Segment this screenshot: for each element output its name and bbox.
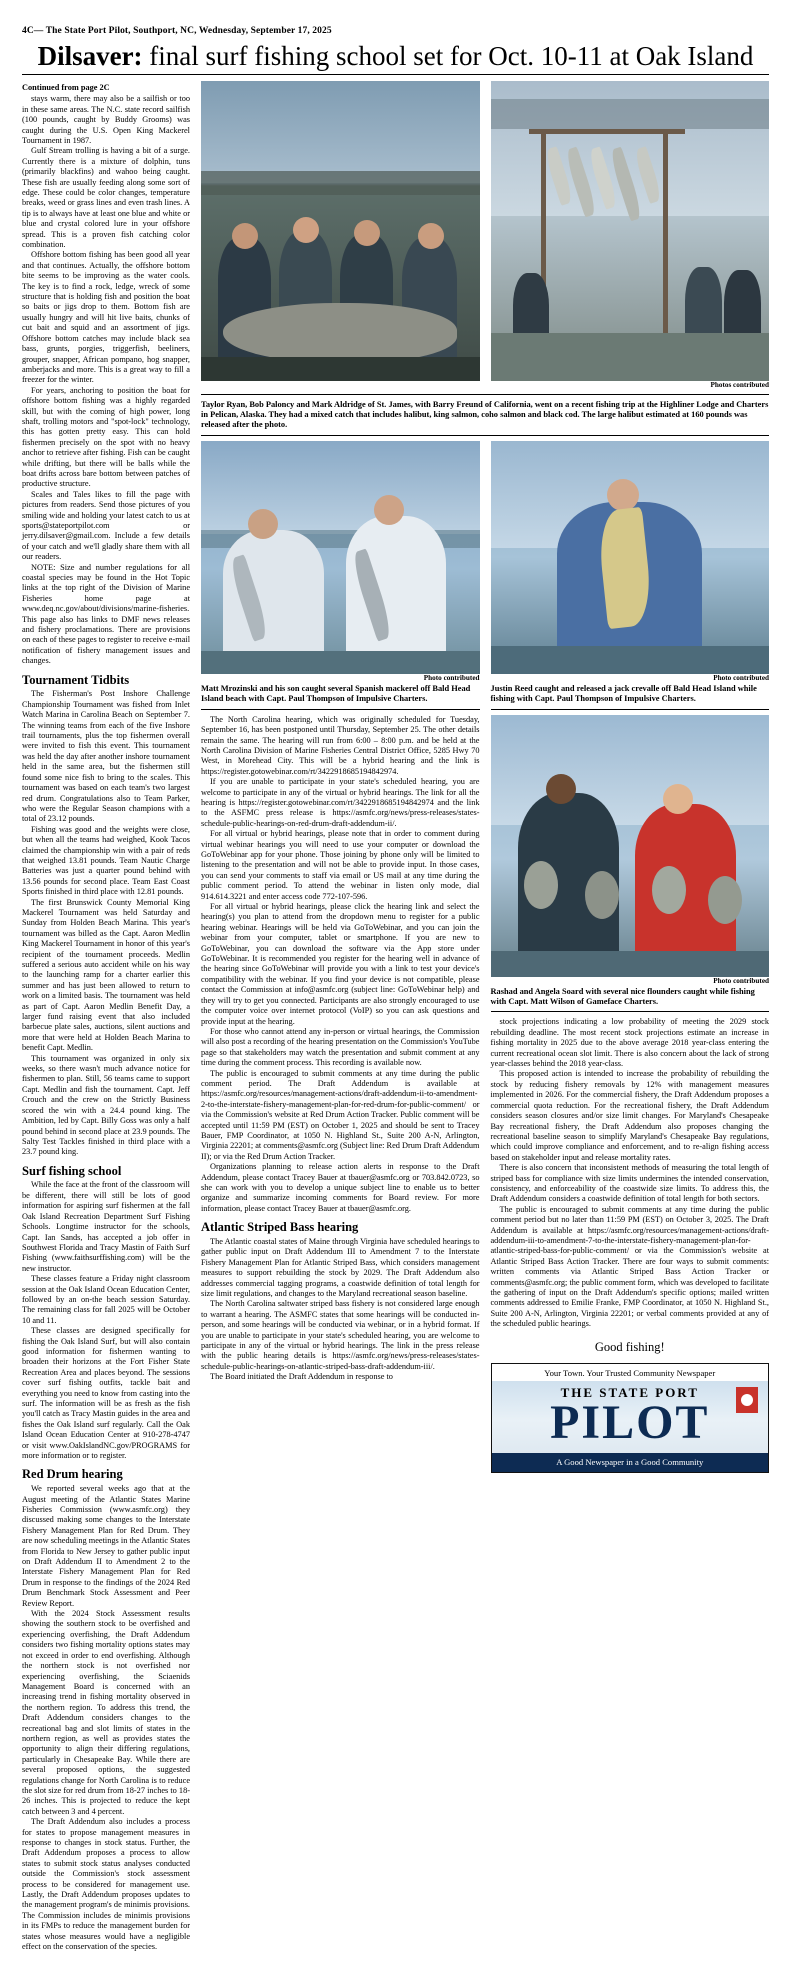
paragraph: Organizations planning to release action alerts in response to the Draft Addendum, please contact Tracey Bauer at tbauer@asmfc.org or 703.842.0723, so she can work with you to develop a unique subject line to enable us to better organize and summarize incoming comments for Board review. For more information, please contact Tracey Bauer at tbauer@asmfc.org. [201, 1162, 480, 1213]
photo-jack-crevalle [491, 441, 770, 674]
paragraph: The first Brunswick County Memorial King Mackerel Tournament was held Saturday and Sunday from Holden Beach Marina. This year's tournament was billed as the Capt. Aaron Medlin King Mackerel Tournament in honor of this year's recipient of the tournament proceeds. Medlin suffered a serious auto accident while on his way to the launching ramp for a charter earlier this summer and has just been allowed to return to work on a limited basis. The tournament was held as part of Capt. Aaron Medlin Benefit Day, a larger fund raising event that also included barbecue plate sales, auctions, silent auctions and more that were held at Holden Beach Marina to benefit Capt. Medlin. [22, 897, 190, 1053]
paragraph: Scales and Tales likes to fill the page with pictures from readers. Send those pictures of you smiling wide and holding your latest catch to us at sports@stateportpilot.com or jerry.dilsaver@gmail.com. Include a few details of your catch and we'll gladly share them with all our readers. [22, 489, 190, 562]
photo-caption: Taylor Ryan, Bob Paloncy and Mark Aldridge of St. James, with Barry Freund of California, went on a recent fishing trip at the Highliner Lodge and Charters in Pelican, Alaska. They had a mixed catch that includes halibut, king salmon, coho salmon and black cod. The large halibut estimated at 160 pounds was released after the photo. [201, 400, 769, 430]
paragraph: While the face at the front of the classroom will be different, there will still be lots of good information for aspiring surf fishermen at the fall Oak Island Recreation Department Surf Fishing Schools. Longtime instructor for the schools, Capt. Ian Sands, has accepted a job offer in Southwest Florida and Tracy Mastin of Faith Surf Fishing (www.faithsurffishing.com) will be the new instructor. [22, 1180, 190, 1273]
paragraph: These classes are designed specifically for fishing the Oak Island Surf, but will also contain good information for fishermen wanting to broaden their horizons at the Fort Fisher State Recreation Area and places beyond. The sessions cover surf fishing outfits, tackle bait and everything you need to know from casting into the surf. The information will be as fresh as the fish you'll catch as Tracy Mastin guides in the area and fishes the Oak Island surf regularly. Call the Oak Island Ocean Education Center at 910-278-4747 or visit www.OakIslandNC.gov/PROGRAMS for more information or to register. [22, 1326, 190, 1461]
nautical-flag-icon [736, 1387, 758, 1413]
photo-credit: Photo contributed [713, 673, 769, 682]
newspaper-promo-ad[interactable] [491, 1363, 770, 1473]
paragraph: This proposed action is intended to increase the probability of rebuilding the stock by reducing fishery removals by 12% with management measures implemented in 2026. For the commercial fishery, the Draft Addendum proposes a commercial quota reduction. For the recreational fishery, the Draft Addendum considers season closures and/or size limit changes. For Maryland's Chesapeake Bay recreational fishery, the Draft Addendum also proposes changing the recreational baseline season to simplify Maryland's Chesapeake Bay regulations, which could improve compliance and enforcement, and to re-align fishing access based on stakeholder input and release mortality rates. [490, 1069, 769, 1162]
paragraph: Gulf Stream trolling is having a bit of a surge. Currently there is a mixture of dolphin, tuns (primarily blackfins) and wahoo being caught. These fish are usually feeding along some sort of edge. These could be color changes, temperature breaks, weed or grass lines and even trash lines. A tip is to always have at least one blue and white or blue and crystal colored lure in your offshore spread. This is a proven fish catching color combination. [22, 146, 190, 250]
photo-credit: Photo contributed [423, 673, 480, 682]
columns-right [201, 81, 769, 1472]
continued-from-label: Continued from page 2C [22, 83, 110, 93]
caption-rule [201, 394, 769, 395]
promo-tagline-bottom: A Good Newspaper in a Good Community [492, 1453, 769, 1472]
paragraph: stays warm, there may also be a sailfish or too in these same areas. The N.C. state record sailfish (100 pounds, caught by Buddy Grooms) was caught during the U.S. Open King Mackerel Tournament in 1987. [22, 94, 190, 145]
paragraph: The Fisherman's Post Inshore Challenge Championship Tournament was fished from Inlet Watch Marina in Carolina Beach on September 7. The winning teams from each of the five Inshore trail tournaments, plus the top fishermen overall were invited to fish this event. This tournament was held the day after another inshore tournament held in the same area, but the fishermen still found some nice fish to bring to the scales. This tournament was based on each team's two largest red drum. Congratulations also to Team Parker, who were the Regular Season champions with a total of 23.12 pounds. [22, 689, 190, 824]
paragraph: These classes feature a Friday night classroom session at the Oak Island Ocean Education Center, followed by an on-the beach session Saturday. The remaining class for fall 2025 will be October 10 and 11. [22, 1274, 190, 1325]
paragraph: The Draft Addendum also includes a process for states to propose management measures in response to changes in stock status. Further, the Draft Addendum proposes a process to allow states to submit stock status analyses conducted outside the Commission's stock assessment process to be considered for management use. Lastly, the Draft Addendum proposes updates to the management program's de minimis provisions. The Commission includes de minimis provisions in its FMPs to reduce the management burden for states whose measures would have a negligible effect on the conservation of the species. [22, 1817, 190, 1952]
section-heading-tournament-tidbits: Tournament Tidbits [22, 672, 130, 687]
photo-credit: Photos contributed [710, 381, 769, 390]
paragraph: For all virtual or hybrid hearings, please note that in order to comment during virtual webinar hearings you will need to use your computer or download the GoToWebinar app for your phone. Those joining by phone only will be limited to listening to the presentation and will not be able to provide input. In those cases, you can send your comments to staff via email or US mail at any time during the public comment period. To attend the webinar in listen only mode, dial 914.614.3221 and enter access code 772-107-596. [201, 829, 480, 901]
photo-caption: Matt Mrozinski and his son caught several Spanish mackerel off Bald Head Island beach with Capt. Paul Thompson of Impulsive Charters. [201, 683, 471, 703]
photo-caption: Justin Reed caught and released a jack crevalle off Bald Head Island while fishing with Capt. Paul Thompson of Impulsive Charters. [490, 683, 757, 703]
photo-alaska-dock-hang [491, 81, 770, 381]
headline-rest: final surf fishing school set for Oct. 10-11 at Oak Island [142, 41, 754, 71]
caption-rule [201, 709, 480, 710]
headline-lead: Dilsaver: [37, 41, 143, 71]
paragraph: If you are unable to participate in your state's scheduled hearing, you are welcome to participate in any of the virtual or hybrid hearings. The link for all the hearing is https://register.gotowebinar.com/rt/3422918685194842974 and the link to the ASFMC press release is https://asmfc.org/news/press-releases/states-schedule-public-hearings-on-red-drum-draft-addendum-ii/. [201, 777, 480, 828]
paragraph: The Board initiated the Draft Addendum in response to [210, 1372, 393, 1382]
section-heading-atlantic-striped-bass: Atlantic Striped Bass hearing [201, 1220, 359, 1235]
paragraph: The public is encouraged to submit comments at any time during the public comment period. The Draft Addendum is available at https://asmfc.org/resources/management-actions/draft-addendum-ii-to-amendment-2-to-the-interstate-fishery-management-plan-for-red-drum-for-public-comment/ or via the Commission's website at Red Drum Action Tracker. Public comment will be accepted until 11:59 PM (EST) on October 1, 2025 and should be sent to Tracey Bauer, FMP Coordinator, at 1050 N. Highland St., Suite 200 A-N, Arlington, Virginia 22201; at comments@asmfc.org (Subject line: Red Drum Draft Addendum II); or via the Red Drum Action Tracker. [201, 1068, 480, 1161]
paragraph: The North Carolina saltwater striped bass fishery is not considered large enough to warrant a hearing. The ASMFC states that some hearings will be conducted in-person, and some hearings will be conducted via webinar, or in a hybrid format. If you are unable to participate in your state's scheduled hearing, you are welcome to participate in any of the virtual or hybrid hearings. The link in the press release with the public hearing details is https://asmfc.org/news/press-releases/states-schedule-public-hearings-on-atlantic-striped-bass-draft-addendum-iii/. [201, 1299, 480, 1371]
promo-pilot-wordmark: PILOT [550, 1395, 710, 1449]
good-fishing-signoff: Good fishing! [594, 1339, 665, 1354]
paragraph: With the 2024 Stock Assessment results showing the southern stock to be overfished and experiencing overfishing, the Draft Addendum considers two fishing mortality options states may not exceed in order to end overfishing. Although the northern stock is not overfished nor experiencing overfishing, the Sciaenids Management Board is concerned with an increasing trend in fishing mortality observed in the northern region. To address this trend, the Draft Addendum considers changes to the recreational bag and slot limits of states in the northern region, as well as provides states the opportunity to align their differing regulations, particularly in Chesapeake Bay. While there are several proposed options, the suggested regulations change for North Carolina is to reduce the slot size for red drum from 18-27 inches to 18-26 inches. This is projected to reduce the kept catch between 3 and 4 percent. [22, 1609, 190, 1816]
photo-flounder-catch [491, 715, 770, 977]
section-heading-red-drum-hearing: Red Drum hearing [22, 1467, 123, 1482]
promo-the-state-port: THE STATE PORT [560, 1384, 699, 1400]
article-columns [22, 81, 769, 1952]
paragraph: For years, anchoring to position the boat for offshore bottom fishing was a highly regarded skill, but with the coming of high power, long shaft, trolling motors and "spot-lock" technology, this has gotten pretty easy. This can hold fishermen precisely on the spot with no heavy anchor to retrieve after fishing. Fish can be caught while drifting, but there will be balls while the boat drifts across bare bottom between patches of productive structure. [22, 385, 190, 489]
photo-credit: Photo contributed [713, 976, 769, 985]
paragraph: There is also concern that inconsistent methods of measuring the total length of striped bass for compliance with size limits undermines the intended conservation, consistency, and enforceability of the coastwide size limits. To address this, the Draft Addendum considers a coastwide definition of total length for both sectors. [490, 1163, 769, 1204]
page-title [22, 42, 769, 70]
paragraph: Fishing was good and the weights were close, but when all the teams had weighed, Kook Tacos claimed the championship win with a pair of reds that weighed 13.81 pounds. Team Nautic Charge Batteries was just a quarter pound behind with 13.56 pounds for second place. Team East Coast Sports finished in third place with 12.81 pounds. [22, 824, 190, 897]
caption-rule [491, 1011, 770, 1012]
photo-spanish-mackerel [201, 441, 480, 674]
paragraph: We reported several weeks ago that at the August meeting of the Atlantic States Marine Fisheries Commission (www.asmfc.org) they discussed making some changes to the Interstate Fishery Management Plan for Red Drum. They are now scheduling meetings in the Atlantic States from Florida to New Jersey to gather public input on Draft Addendum II to Amendment 2 to the Interstate Fishery Management Plan for Red Drum in response to the findings of the 2024 Red Drum Benchmark Stock Assessment and Peer Review Report. [22, 1484, 190, 1608]
photo-alaska-boat-catch [201, 81, 480, 381]
promo-tagline-top: Your Town. Your Trusted Community Newspaper [544, 1367, 716, 1378]
section-heading-surf-fishing-school: Surf fishing school [22, 1163, 122, 1178]
paragraph: The Atlantic coastal states of Maine through Virginia have scheduled hearings to gather public input on Draft Addendum III to Amendment 7 to the Interstate Fishery Management Plan for Atlantic Striped Bass, which considers management measures to support rebuilding the stock by 2029. The Draft Addendum also addresses commercial tagging programs, a coastwide definition of total length for size limit regulations, and changes to the Maryland recreational season baseline. [201, 1236, 480, 1298]
paragraph: The public is encouraged to submit comments at any time during the public comment period but no later than 11:59 PM (EST) on October 3, 2025. The Draft Addendum is available at https://asmfc.org/resources/management-actions/draft-addendum-iii-to-amendment-7-to-the-interstate-fishery-management-plan-for-atlantic-striped-bass-for-public-comment/ or via the Commission's website at Atlantic Striped Bass Action Tracker. There are four ways to submit comments: written comments via Atlantic Striped Bass Action Tracker or comments@asmfc.org; the public comment form, which was developed to facilitate the gathering of input on the Draft Addendum's specific options; mailed written comments addressed to Emilie Franke, FMP Coordinator, at 1050 N. Highland St., Suite 200 A-N, Arlington, Virginia 22201; or verbal comments provided at any of the scheduled public hearings. [490, 1204, 769, 1329]
paragraph: NOTE: Size and number regulations for all coastal species may be found in the Hot Topic links at the top right of the Division of Marine Fisheries home page at www.deq.nc.gov/about/divisions/marine-fisheries. This page also has links to DMF news releases and fishery proclamations. There are provisions on each of these pages to register to receive e-mail notification of fishery management issues and changes. [22, 562, 190, 666]
top-photo-row [201, 81, 769, 436]
column-one [22, 81, 190, 1952]
promo-masthead [492, 1381, 769, 1453]
paragraph: For those who cannot attend any in-person or virtual hearings, the Commission will also post a recording of the hearing presentation on the Commission's YouTube page so that stakeholders may watch the presentation and submit comment at any time during the comment process. This recording is available now. [201, 1026, 480, 1068]
paragraph: Offshore bottom fishing has been good all year and that continues. Actually, the offshore bottom bite seems to be improving as the water cools. The key is to find a rock, ledge, wreck of some structure that is holding fish and position the boat so baits or jigs drop to them. Bottom fish are usually hungry and will hit live baits, chunks of cut bait and squid and an assortment of jigs. Offshore bottom catches may include black sea bass, grunts, porgies, triggerfish, beeliners, grouper, snapper, African pompano, hog snapper, amberjacks and more. This is a great way to fill a freezer for the winter. [22, 250, 190, 385]
paragraph: stock projections indicating a low probability of meeting the 2029 stock rebuilding deadline. The most recent stock projections estimate an increase in fishing mortality in 2025 due to the above average 2018 year-class entering the current recreational ocean slot limit. There is also concern about the lack of strong year-classes behind the 2018 year-class. [490, 1017, 769, 1069]
headline-rule [22, 74, 769, 75]
caption-rule [201, 435, 769, 436]
paragraph: This tournament was organized in only six weeks, so there wasn't much advance notice for fishermen to plan. Still, 56 teams came to support Capt. Medlin and fish the tournament. Capt. Jeff Crouch and the crew on the Strictly Business scored the win with a 24.4 pound king. The Ambition, led by Capt. Billy Goss was only a half pound behind in second place at 23.9 pounds. The Salty Test Tackles finished in third place with a 23.7 pound king. [22, 1053, 190, 1157]
paragraph: For all virtual or hybrid hearings, please click the hearing link and select the hearing(s) you plan to attend from the dropdown menu to register for a public hearing webinar. Hearings will be held via GoToWebinar, and you can join the webinar from your computer, tablet or smartphone. If you are new to GoToWebinar, you can download the software via the App store under GoToWebinar. It is recommended you register for the hearing well in advance of the hearing since GoToWebinar will provide you with a link to test your device's compatibility with the webinar. If you find your device is not compatible, please contact the Commission at info@asmfc.org (subject line: GoToWebinar help) and they will try to get you connected. Participants are also strongly encouraged to use the computer voice over internet protocol (VoIP) so you can ask questions and provide input at the hearing. [201, 902, 480, 1026]
paragraph: The North Carolina hearing, which was originally scheduled for Tuesday, September 16, has been postponed until Thursday, September 25. The other details remain the same. The hearing will run from 6:00 – 8:00 p.m. and be held at the North Carolina Division of Marine Fisheries Central District Office, 5285 Hwy 70 West, in Morehead City. This will be a hybrid hearing and the link is https://register.gotowebinar.com/rt/3422918685194842974. [201, 714, 480, 776]
caption-rule [491, 709, 770, 710]
page-folio: 4C— The State Port Pilot, Southport, NC, Wednesday, September 17, 2025 [22, 26, 332, 36]
photo-caption: Rashad and Angela Soard with several nice flounders caught while fishing with Capt. Matt Wilson of Gameface Charters. [490, 986, 755, 1006]
